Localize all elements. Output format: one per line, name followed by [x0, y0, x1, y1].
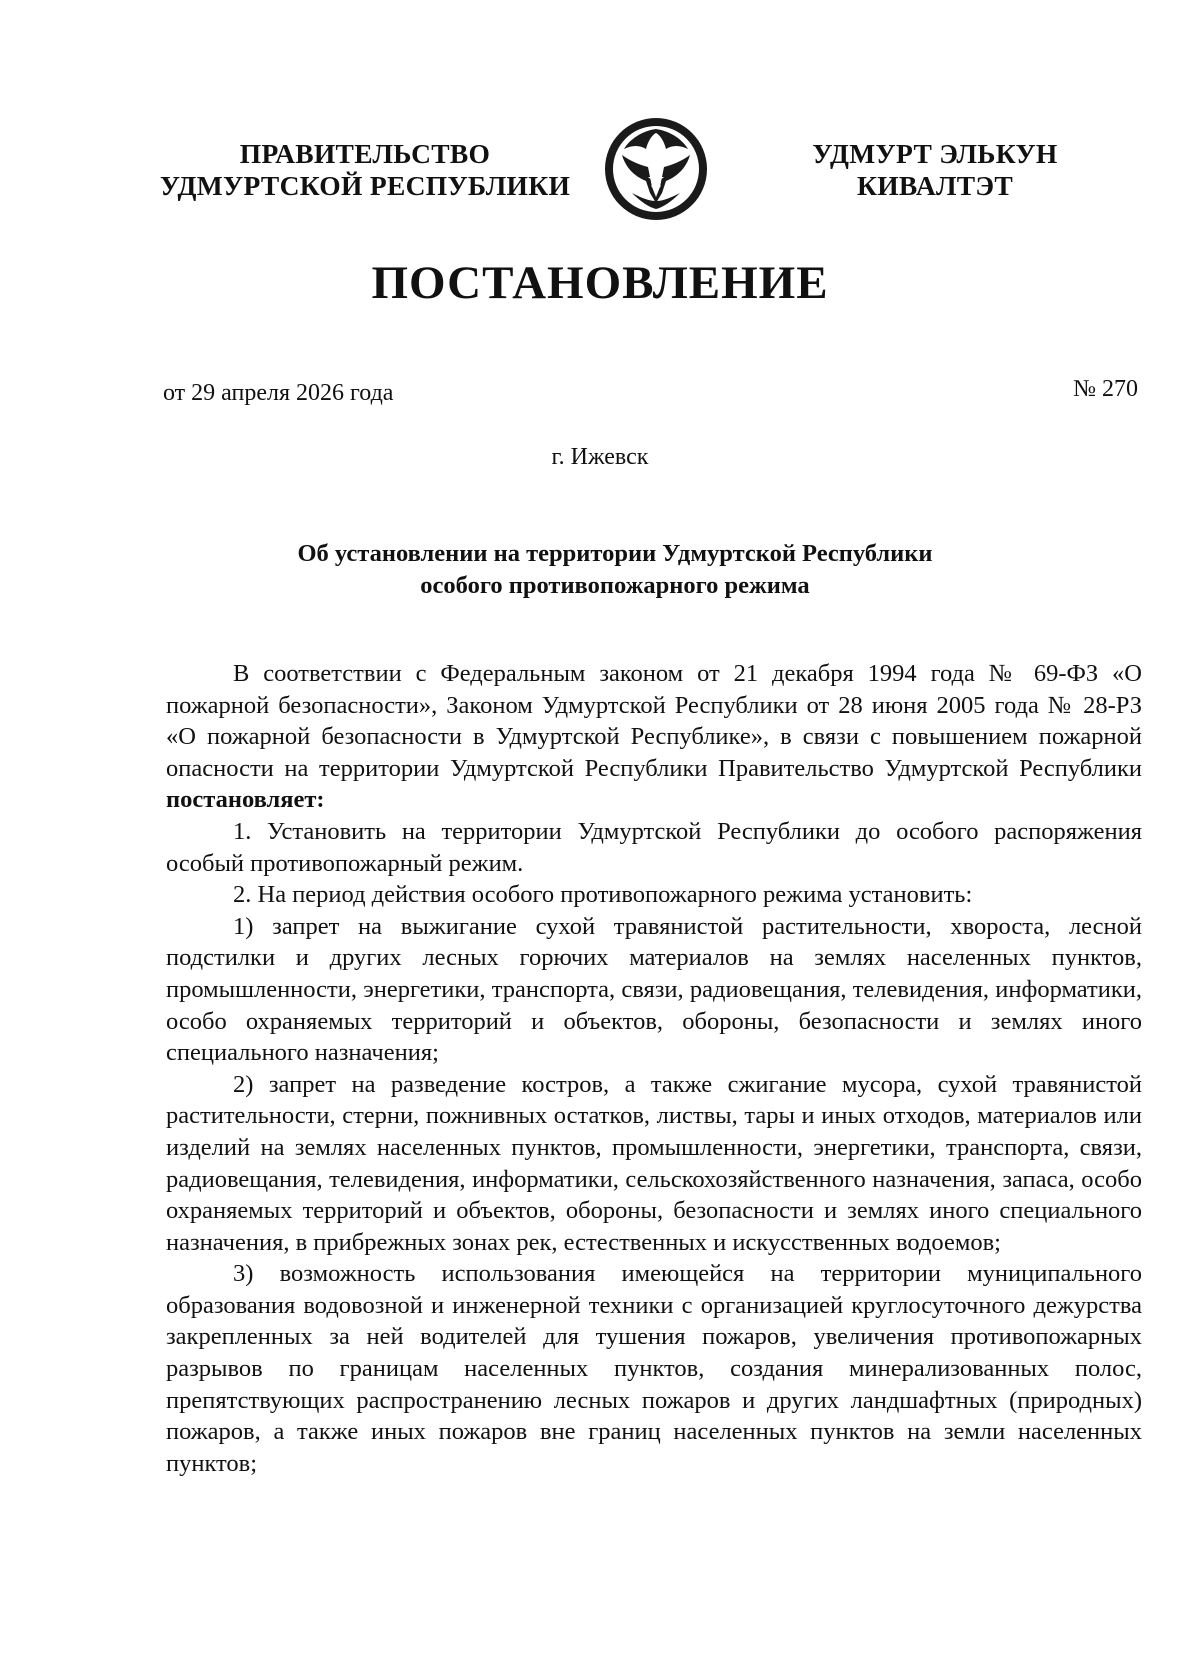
document-date: от 29 апреля 2026 года [163, 380, 394, 406]
title-line-1: Об установлении на территории Удмуртской Республики [297, 540, 933, 567]
preamble-paragraph [166, 658, 1142, 816]
udmurt-coat-of-arms-icon [602, 115, 710, 223]
preamble-keyword: постановляет [166, 786, 317, 814]
issuer-name-russian [150, 138, 580, 202]
issuer-line-1: ПРАВИТЕЛЬСТВО [239, 138, 491, 169]
subitem-1-paragraph: 1) запрет на выжигание сухой травянистой растительности, хвороста, лесной подстилки и других лесных горючих материалов на землях населенных пунктов, промышленности, энергетики, транспорта, связи, радиовещания, телевидения, информатики, особо охраняемых территорий и объектов, обороны, безопасности и землях иного специального назначения; [166, 912, 1142, 1067]
item-2-paragraph: 2. На период действия особого противопожарного режима установить: [233, 881, 973, 909]
preamble-text: В соответствии с Федеральным законом от 21 декабря 1994 года № 69-ФЗ «О пожарной безопасности», Законом Удмуртской Республики от 28 июня 2005 года № 28-РЗ «О пожарной безопасности в Удмуртской Республике», в связи с повышением пожарной опасности на территории Удмуртской Республики Правительство Удмуртской Республики [166, 660, 1142, 782]
document-type-heading: ПОСТАНОВЛЕНИЕ [371, 257, 829, 309]
preamble-colon: : [316, 786, 325, 814]
document-city: г. Ижевск [551, 444, 649, 470]
issuer-udmurt-line-1: УДМУРТ ЭЛЬКУН [812, 138, 1058, 169]
subitem-2-paragraph: 2) запрет на разведение костров, а также сжигание мусора, сухой травянистой растительности, стерни, пожнивных остатков, листвы, тары и иных отходов, материалов или изделий на землях населенных пунктов, промышленности, энергетики, транспорта, связи, радиовещания, телевидения, информатики, сельскохозяйственного назначения, запаса, особо охраняемых территорий и объектов, обороны, безопасности и землях иного специального назначения, в прибрежных зонах рек, естественных и искусственных водоемов; [166, 1070, 1142, 1256]
issuer-line-2: УДМУРТСКОЙ РЕСПУБЛИКИ [159, 170, 571, 201]
document-title [150, 538, 1080, 602]
subitem-3-paragraph: 3) возможность использования имеющейся на территории муниципального образования водовозной и инженерной техники с организацией круглосуточного дежурства закрепленных за ней водителей для тушения пожаров, увеличения противопожарных разрывов по границам населенных пунктов, создания минерализованных полос, препятствующих распространению лесных пожаров и других ландшафтных (природных) пожаров, а также иных пожаров вне границ населенных пунктов на земли населенных пунктов; [166, 1260, 1142, 1477]
issuer-name-udmurt [795, 138, 1075, 202]
item-1-paragraph: 1. Установить на территории Удмуртской Республики до особого распоряжения особый противопожарный режим. [166, 817, 1142, 877]
issuer-udmurt-line-2: КИВАЛТЭТ [856, 170, 1014, 201]
title-line-2: особого противопожарного режима [420, 572, 810, 599]
document-number: № 270 [1073, 376, 1138, 402]
document-body [166, 658, 1142, 1479]
